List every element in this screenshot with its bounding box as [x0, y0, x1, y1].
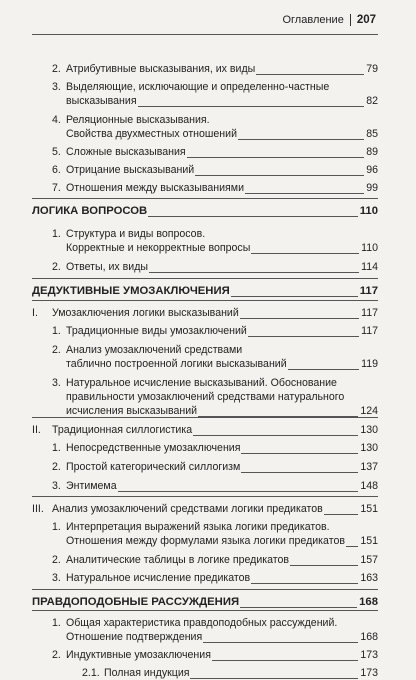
toc-entry-title: Выделяющие, исключающие и определенно-частные: [66, 81, 330, 93]
toc-entry-number: 5.: [52, 146, 61, 158]
toc-page-number: 82: [366, 95, 378, 107]
toc-leader: [187, 157, 365, 158]
toc-entry[interactable]: [0, 80, 378, 108]
toc-entry-title: Отношение подтверждения: [66, 631, 203, 643]
toc-entry-title: Корректные и некорректные вопросы: [66, 242, 251, 254]
toc-entry-title: ЛОГИКА ВОПРОСОВ: [32, 205, 148, 217]
toc-page-number: 163: [360, 572, 378, 584]
toc-entry-number: 4.: [52, 114, 61, 126]
toc-leader: [118, 491, 359, 492]
toc-entry[interactable]: [0, 227, 378, 255]
toc-entry[interactable]: [0, 113, 378, 141]
toc-entry[interactable]: [0, 666, 378, 680]
toc-entry-title: Индуктивные умозаключения: [66, 649, 211, 661]
toc-entry-title: Общая характеристика правдоподобных рассуждений.: [66, 617, 338, 629]
toc-entry-title: Отношения между формулами языка логики предикатов: [66, 535, 345, 547]
toc-page-number: 173: [360, 667, 378, 679]
toc-page-number: 89: [366, 146, 378, 158]
toc-leader: [245, 193, 364, 194]
toc-leader: [195, 175, 364, 176]
page-header: [282, 14, 376, 26]
toc-page-number: 117: [361, 307, 378, 319]
toc-leader: [193, 435, 358, 436]
toc-leader: [148, 216, 358, 217]
toc-leader: [290, 565, 358, 566]
toc-entry-number: 2.: [52, 461, 61, 473]
toc-entry-title: таблично построенной логики высказываний: [66, 358, 287, 370]
toc-entry-number: 1.: [52, 521, 61, 533]
toc-page-number: 148: [360, 480, 378, 492]
toc-page-number: 137: [360, 461, 378, 473]
toc-page-number: 119: [361, 358, 378, 370]
toc-entry-title: Отрицание высказываний: [66, 164, 195, 176]
toc-entry-title: Полная индукция: [104, 667, 190, 679]
toc-entry-title: Анализ умозаключений средствами: [66, 344, 243, 356]
toc-entry-number: 3.: [52, 377, 61, 389]
toc-entry-number: 2.: [52, 344, 61, 356]
toc-entry-title: Ответы, их виды: [66, 261, 148, 273]
toc-page-number: 110: [359, 205, 378, 217]
header-rule: [32, 34, 378, 35]
toc-entry-number: 6.: [52, 164, 61, 176]
toc-entry[interactable]: [0, 145, 378, 159]
toc-entry[interactable]: [0, 648, 378, 662]
toc-page-number: 124: [360, 405, 378, 417]
toc-entry-title: Свойства двухместных отношений: [66, 128, 237, 140]
toc-entry-title: Натуральное исчисление предикатов: [66, 572, 251, 584]
toc-section[interactable]: [0, 204, 378, 218]
toc-leader: [240, 607, 357, 608]
toc-entry[interactable]: [0, 553, 378, 567]
toc-entry[interactable]: [0, 460, 378, 474]
toc-entry-title: исчисления высказываний: [66, 405, 198, 417]
page-number: 207: [356, 14, 376, 26]
toc-entry-number: 1.: [52, 442, 61, 454]
toc-entry-title: ПРАВДОПОДОБНЫЕ РАССУЖДЕНИЯ: [32, 596, 240, 608]
toc-leader: [138, 106, 365, 107]
toc-entry[interactable]: [0, 616, 378, 644]
toc-leader: [346, 546, 358, 547]
toc-page-number: 157: [360, 554, 378, 566]
section-divider: [32, 610, 378, 611]
toc-page-number: 168: [360, 631, 378, 643]
toc-entry-title: Сложные высказывания: [66, 146, 186, 158]
toc-entry-title: правильности умозаключений средствами натурального: [66, 391, 345, 403]
toc-entry-title: Энтимема: [66, 480, 117, 492]
toc-entry-number: 2.1.: [82, 667, 100, 679]
toc-entry-number: 2.: [52, 261, 61, 273]
toc-entry-title: Традиционные виды умозаключений: [66, 325, 247, 337]
toc-entry[interactable]: [0, 520, 378, 548]
toc-entry-number: 1.: [52, 617, 61, 629]
toc-entry-number: 1.: [52, 325, 61, 337]
toc-entry-number: 3.: [52, 81, 61, 93]
toc-entry-title: Непосредственные умозаключения: [66, 442, 241, 454]
toc-leader: [256, 74, 364, 75]
toc-page-number: 110: [361, 242, 378, 254]
toc-entry-title: Структура и виды вопросов.: [66, 228, 206, 240]
toc-page-number: 151: [360, 503, 378, 515]
toc-entry-title: высказывания: [66, 95, 137, 107]
toc-entry-title: Умозаключения логики высказываний: [52, 307, 239, 319]
toc-leader: [238, 139, 364, 140]
toc-leader: [198, 416, 358, 417]
toc-page-number: 151: [360, 535, 378, 547]
toc-leader: [149, 272, 359, 273]
toc-entry-number: 7.: [52, 182, 61, 194]
toc-leader: [241, 472, 358, 473]
toc-page-number: 130: [360, 442, 378, 454]
toc-leader: [251, 253, 359, 254]
toc-entry-number: 2.: [52, 63, 61, 75]
toc-entry-title: Простой категорический силлогизм: [66, 461, 241, 473]
toc-entry-title: Реляционные высказывания.: [66, 114, 210, 126]
toc-page-number: 117: [361, 325, 378, 337]
toc-entry-title: Отношения между высказываниями: [66, 182, 244, 194]
toc-entry-number: 2.: [52, 554, 61, 566]
toc-leader: [203, 642, 358, 643]
toc-entry[interactable]: [0, 181, 378, 195]
section-divider: [32, 496, 378, 497]
header-separator: [350, 14, 351, 26]
section-divider: [32, 589, 378, 590]
toc-entry[interactable]: [0, 571, 378, 585]
toc-entry-title: Анализ умозаключений средствами логики предикатов: [52, 503, 323, 515]
toc-entry[interactable]: [0, 163, 378, 177]
toc-entry[interactable]: [0, 343, 378, 371]
toc-entry[interactable]: [0, 62, 378, 76]
toc-leader: [251, 583, 358, 584]
toc-page-number: 114: [361, 261, 378, 273]
toc-section[interactable]: [0, 284, 378, 298]
toc-entry[interactable]: [0, 423, 378, 437]
toc-entry[interactable]: [0, 260, 378, 274]
toc-entry-number: 3.: [52, 480, 61, 492]
toc-page-number: 85: [366, 128, 378, 140]
toc-page-number: 173: [360, 649, 378, 661]
toc-leader: [240, 318, 359, 319]
toc-leader: [231, 296, 358, 297]
section-divider: [32, 198, 378, 199]
toc-entry[interactable]: [0, 376, 378, 418]
toc-page-number: 117: [359, 285, 378, 297]
toc-entry-title: Аналитические таблицы в логике предикатов: [66, 554, 290, 566]
toc-leader: [248, 336, 359, 337]
toc-page-number: 130: [360, 424, 378, 436]
toc-page-number: 99: [366, 182, 378, 194]
toc-entry-title: Интерпретация выражений языка логики предикатов.: [66, 521, 330, 533]
toc-entry-number: III.: [32, 503, 44, 515]
toc-entry-number: 1.: [52, 228, 61, 240]
toc-entry[interactable]: [0, 479, 378, 493]
toc-entry[interactable]: [0, 306, 378, 320]
toc-leader: [324, 514, 359, 515]
toc-entry-number: II.: [32, 424, 41, 436]
running-title: Оглавление: [282, 14, 344, 26]
toc-entry-number: 3.: [52, 572, 61, 584]
toc-entry[interactable]: [0, 502, 378, 516]
toc-leader: [241, 453, 358, 454]
toc-page-number: 168: [359, 596, 378, 608]
toc-page-number: 96: [366, 164, 378, 176]
toc-entry-title: ДЕДУКТИВНЫЕ УМОЗАКЛЮЧЕНИЯ: [32, 285, 230, 297]
section-divider: [32, 278, 378, 279]
toc-entry-title: Атрибутивные высказывания, их виды: [66, 63, 256, 75]
toc-leader: [288, 369, 359, 370]
toc-leader: [190, 678, 358, 679]
toc-entry[interactable]: [0, 324, 378, 338]
toc-entry[interactable]: [0, 441, 378, 455]
toc-entry-number: 2.: [52, 649, 61, 661]
toc-entry-title: Традиционная силлогистика: [52, 424, 193, 436]
toc-leader: [212, 660, 358, 661]
toc-entry-number: I.: [32, 307, 38, 319]
toc-page-number: 79: [366, 63, 378, 75]
toc-entry-title: Натуральное исчисление высказываний. Обоснование: [66, 377, 337, 389]
section-divider: [32, 300, 378, 301]
toc-section[interactable]: [0, 595, 378, 609]
